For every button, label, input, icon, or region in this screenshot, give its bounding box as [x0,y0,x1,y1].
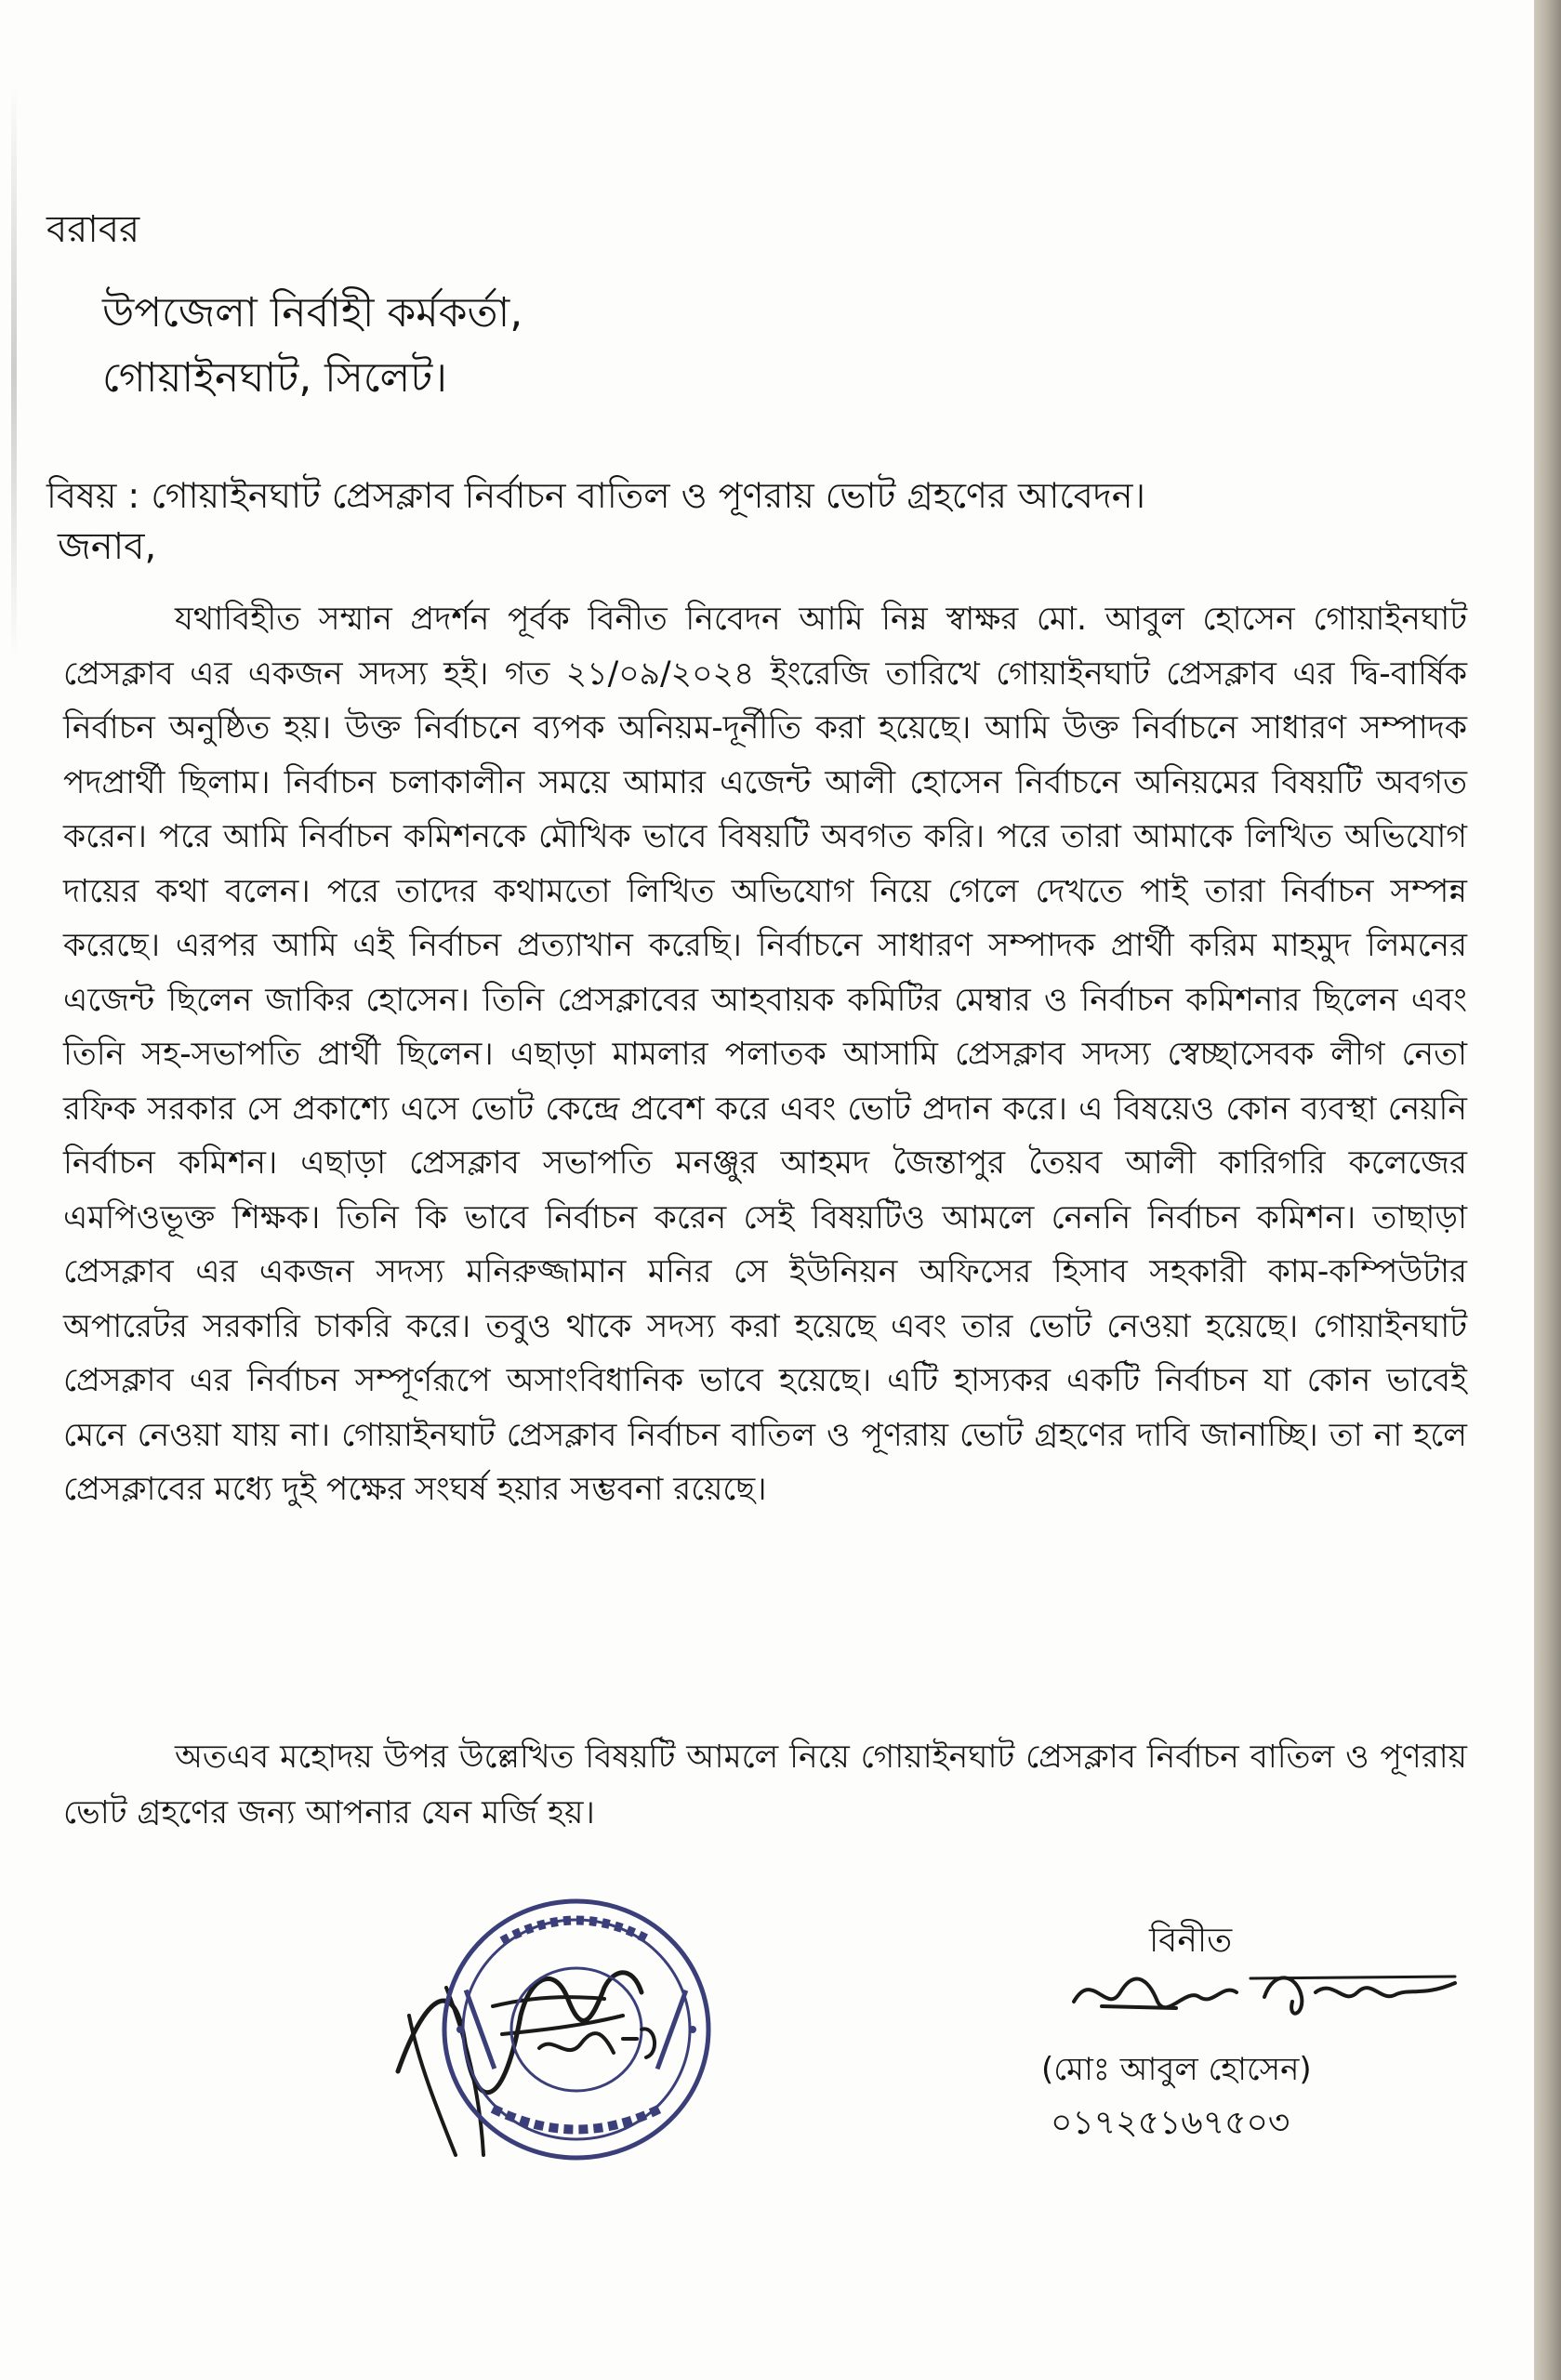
letter-body: যথাবিহীত সম্মান প্রদর্শন পূর্বক বিনীত নিবেদন আমি নিম্ন স্বাক্ষর মো. আবুল হোসেন গোয়াইনঘাট প্রেসক্লাব এর একজন সদস্য হই। গত ২১/০৯/২০২৪ ইংরেজি তারিখে গোয়াইনঘাট প্রেসক্লাব এর দ্বি-বার্ষিক নির্বাচন অনুষ্ঠিত হয়। উক্ত নির্বাচনে ব্যপক অনিয়ম-দূর্নীতি করা হয়েছে। আমি উক্ত নির্বাচনে সাধারণ সম্পাদক পদপ্রার্থী ছিলাম। নির্বাচন চলাকালীন সময়ে আমার এজেন্ট আলী হোসেন নির্বাচনে অনিয়মের বিষয়টি অবগত করেন। পরে আমি নির্বাচন কমিশনকে মৌখিক ভাবে বিষয়টি অবগত করি। পরে তারা আমাকে লিখিত অভিযোগ দায়ের কথা বলেন। পরে তাদের কথামতো লিখিত অভিযোগ নিয়ে গেলে দেখতে পাই তারা নির্বাচন সম্পন্ন করেছে। এরপর আমি এই নির্বাচন প্রত্যাখান করেছি। নির্বাচনে সাধারণ সম্পাদক প্রার্থী করিম মাহমুদ লিমনের এজেন্ট ছিলেন জাকির হোসেন। তিনি প্রেসক্লাবের আহবায়ক কমিটির মেম্বার ও নির্বাচন কমিশনার ছিলেন এবং তিনি সহ-সভাপতি প্রার্থী ছিলেন। এছাড়া মামলার পলাতক আসামি প্রেসক্লাব সদস্য স্বেচ্ছাসেবক লীগ নেতা রফিক সরকার সে প্রকাশ্যে এসে ভোট কেন্দ্রে প্রবেশ করে এবং ভোট প্রদান করে। এ বিষয়েও কোন ব্যবস্থা নেয়নি নির্বাচন কমিশন। এছাড়া প্রেসক্লাব সভাপতি মনঞ্জুর আহমদ জৈন্তাপুর তৈয়ব আলী কারিগরি কলেজের এমপিওভূক্ত শিক্ষক। তিনি কি ভাবে নির্বাচন করেন সেই বিষয়টিও আমলে নেননি নির্বাচন কমিশন। তাছাড়া প্রেসক্লাব এর একজন সদস্য মনিরুজ্জামান মনির সে ইউনিয়ন অফিসের হিসাব সহকারী কাম-কম্পিউটার অপারেটর সরকারি চাকরি করে। তবুও থাকে সদস্য করা হয়েছে এবং তার ভোট নেওয়া হয়েছে। গোয়াইনঘাট প্রেসক্লাব এর নির্বাচন সম্পূর্ণরূপে অসাংবিধানিক ভাবে হয়েছে। এটি হাস্যকর একটি নির্বাচন যা কোন ভাবেই মেনে নেওয়া যায় না। গোয়াইনঘাট প্রেসক্লাব নির্বাচন বাতিল ও পূণরায় ভোট গ্রহণের দাবি জানাচ্ছি। তা না হলে প্রেসক্লাবের মধ্যে দুই পক্ষের সংঘর্ষ হয়ার সম্ভবনা রয়েছে। [63,601,1467,1508]
background-edge [1534,0,1561,2380]
sender-phone: ০১৭২৫১৬৭৫০৩ [1051,2104,1290,2142]
letter-closing: অতএব মহোদয় উপর উল্লেখিত বিষয়টি আমলে নিয়ে গোয়াইনঘাট প্রেসক্লাব নির্বাচন বাতিল ও পূণরায় ভোট গ্রহণের জন্য আপনার যেন মর্জি হয়। [63,1739,1467,1831]
official-seal-stamp [390,1876,725,2174]
paper-fold-shadow [11,84,17,660]
sign-off: বিনীত [1149,1922,1233,1960]
recipient-to: বরাবর [46,208,140,251]
signature-block [976,1915,1497,2194]
salutation: জনাব, [58,525,157,568]
recipient-title: উপজেলা নির্বাহী কর্মকর্তা, [102,289,523,337]
recipient-place: গোয়াইনঘাট, সিলেট। [102,354,447,402]
letter-subject: বিষয় : গোয়াইনঘাট প্রেসক্লাব নির্বাচন বাতিল ও পূণরায় ভোট গ্রহণের আবেদন। [46,475,1145,516]
sender-name: (মোঃ আবুল হোসেন) [1041,2051,1312,2088]
handwritten-signature [1065,1950,1464,2043]
